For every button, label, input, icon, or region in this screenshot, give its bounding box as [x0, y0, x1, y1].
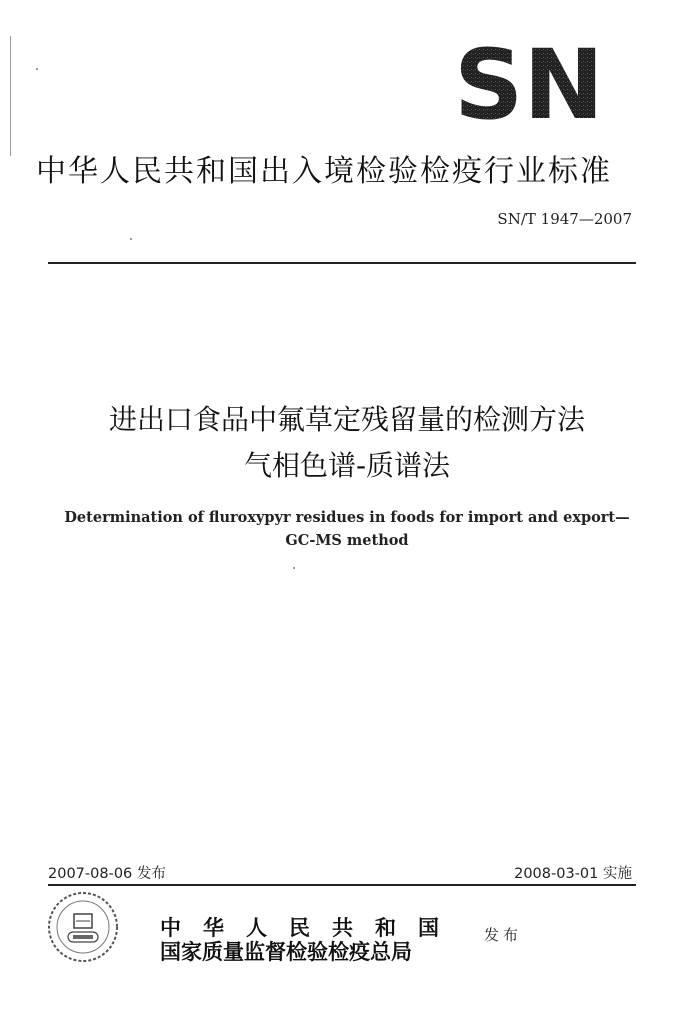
issued-label: 发布	[484, 926, 523, 944]
issue-date: 2007-08-06 发布	[48, 866, 166, 882]
header-divider	[48, 262, 636, 264]
issuing-category-title: 中华人民共和国出入境检验检疫行业标准	[36, 154, 612, 189]
official-seal-icon	[46, 890, 120, 964]
svg-text:SN: SN	[454, 44, 604, 122]
sn-logo	[454, 44, 604, 122]
chinese-title-line-1: 进出口食品中氟草定残留量的检测方法	[108, 403, 585, 436]
english-title-line-2: GC-MS method	[285, 532, 409, 549]
scan-speck	[293, 567, 295, 569]
issuer-name-line-2: 国家质量监督检验检疫总局	[160, 939, 412, 964]
scan-speck	[36, 68, 38, 70]
implementation-date: 2008-03-01 实施	[514, 866, 632, 882]
english-title-line-1: Determination of fluroxypyr residues in foods for import and export—	[64, 509, 630, 526]
footer-divider	[48, 884, 636, 886]
scan-speck	[130, 238, 132, 240]
chinese-title-line-2: 气相色谱-质谱法	[243, 449, 451, 482]
issuer-name-line-1: 中华人民共和国	[160, 915, 461, 940]
standard-number: SN/T 1947—2007	[497, 210, 632, 228]
scan-margin-line	[10, 36, 11, 156]
